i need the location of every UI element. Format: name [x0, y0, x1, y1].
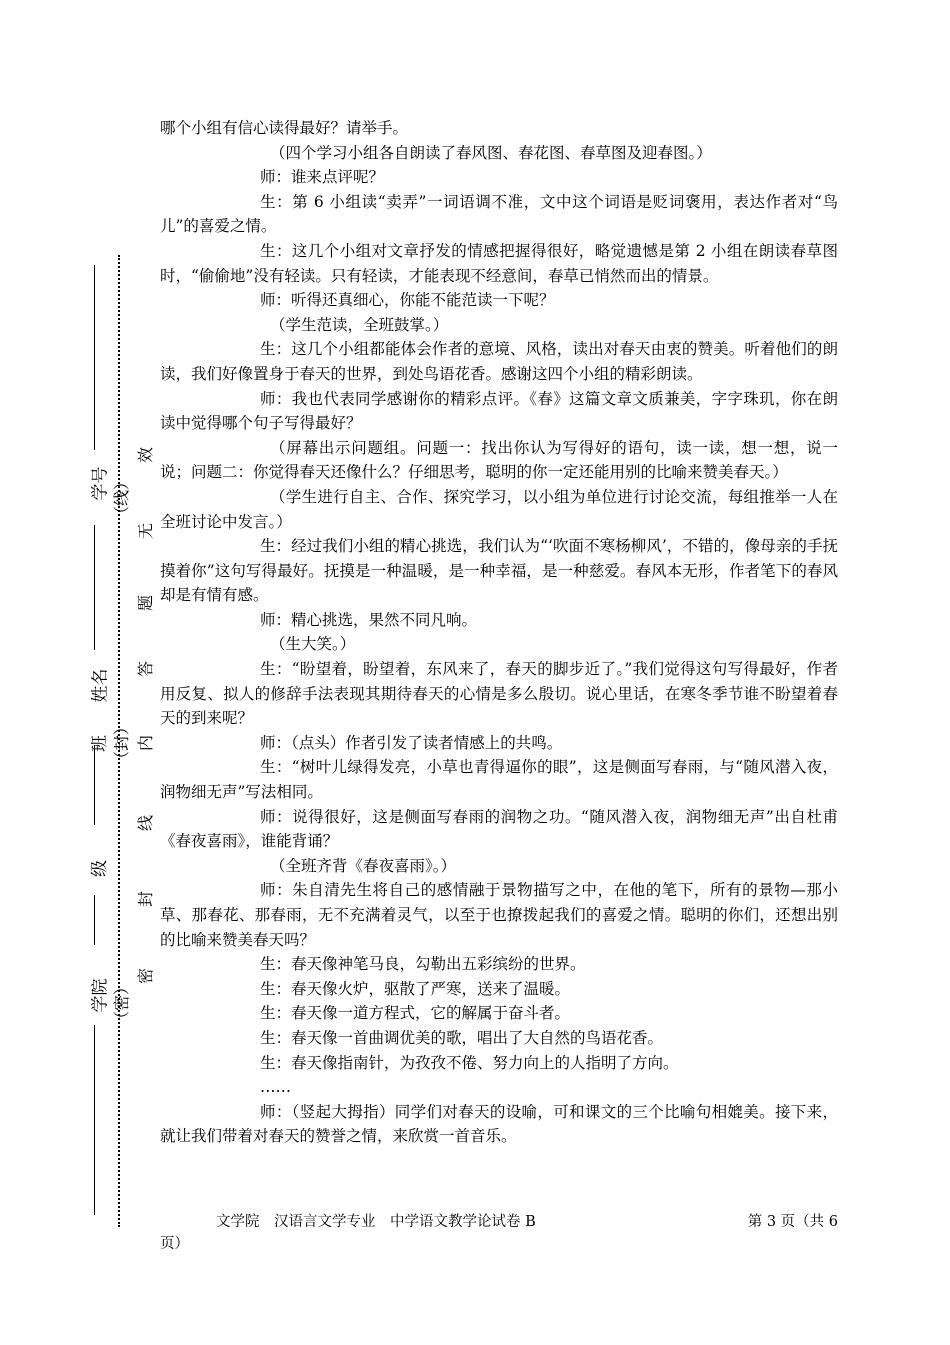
paragraph: （全班齐背《春夜喜雨》。） — [270, 856, 457, 875]
notice-char-mi: 密 — [136, 967, 156, 985]
notice-char-wu: 无 — [136, 522, 156, 540]
paragraph: 师：（点头）作者引发了读者情感上的共鸣。 — [260, 733, 563, 752]
paragraph: …… — [260, 1078, 291, 1097]
paragraph: 生：春天像火炉，驱散了严寒，送来了温暖。 — [260, 979, 571, 998]
paragraph: 生：春天像一道方程式，它的解属于奋斗者。 — [260, 1004, 571, 1023]
paragraph: 生：“树叶儿绿得发亮，小草也青得逼你的眼”，这是侧面写春雨，与“随风潜入夜，润物细无声”写法相同。 — [160, 758, 838, 802]
notice-char-da: 答 — [136, 660, 156, 678]
paragraph: 师：朱自清先生将自己的感情融于景物描写之中，在他的笔下，所有的景物—那小草、那春花、那春雨，无不充满着灵气，以至于也撩拨起我们的喜爱之情。聪明的你们，还想出别的比喻来赞美春天吗？ — [160, 881, 838, 949]
paragraph: （屏幕出示问题组。问题一：找出你认为写得好的语句，读一读，想一想，说一说；问题二：你觉得春天还像什么？仔细思考，聪明的你一定还能用别的比喻来赞美春天。） — [160, 438, 838, 482]
paragraph: 师：说得很好，这是侧面写春雨的润物之功。“随风潜入夜，润物细无声”出自杜甫《春夜喜雨》，谁能背诵？ — [160, 807, 838, 851]
college-rule — [94, 1025, 95, 1215]
student-id-label: 学号 — [90, 466, 111, 501]
notice-char-feng: 封 — [136, 890, 156, 908]
paragraph: （学生范读，全班鼓掌。） — [270, 315, 449, 334]
grade-rule — [94, 895, 95, 945]
seal-xian: （线） — [112, 473, 132, 523]
paragraph: （四个学习小组各自朗读了春风图、春花图、春草图及迎春图。） — [270, 143, 712, 162]
paragraph: 哪个小组有信心读得最好？请举手。 — [160, 119, 409, 137]
notice-char-xian: 线 — [136, 814, 156, 832]
paragraph: 生：经过我们小组的精心挑选，我们认为“‘吹面不寒杨柳风’，不错的，像母亲的手抚摸着你”这句写得最好。抚摸是一种温暖，是一种幸福，是一种慈爱。春风本无形，作者笔下的春风却是有情有感。 — [160, 537, 838, 605]
paragraph: 生：“盼望着，盼望着，东风来了，春天的脚步近了。”我们觉得这句写得最好，作者用反复、拟人的修辞手法表现其期待春天的心情是多么殷切。说心里话，在寒冬季节谁不盼望着春天的到来呢？ — [160, 660, 838, 728]
paragraph: 生：第 6 小组读“卖弄”一词语调不准，文中这个词语是贬词褒用，表达作者对“鸟儿”的喜爱之情。 — [160, 192, 838, 236]
paragraph: 师：（竖起大拇指）同学们对春天的设喻，可和课文的三个比喻句相媲美。接下来，就让我们带着对春天的赞誉之情，来欣赏一首音乐。 — [160, 1102, 838, 1146]
paragraph: 生：春天像一首曲调优美的歌，唱出了大自然的鸟语花香。 — [260, 1028, 664, 1047]
paragraph: 师：谁来点评呢？ — [260, 168, 385, 187]
paragraph: 师：精心挑选，果然不同凡响。 — [260, 610, 478, 629]
name-rule — [94, 525, 95, 650]
footer-page-number: 第 3 页（共 6 — [747, 1214, 838, 1230]
grade-label: 级 — [90, 860, 110, 877]
paragraph: 生：春天像神笔马良，勾勒出五彩缤纷的世界。 — [260, 955, 586, 974]
paragraph: 生：这几个小组都能体会作者的意境、风格，读出对春天由衷的赞美。听着他们的朗读，我们好像置身于春天的世界，到处鸟语花香。感谢这四个小组的精彩朗读。 — [160, 340, 838, 383]
notice-char-xiao: 效 — [136, 446, 156, 464]
seal-mi: （密） — [112, 978, 132, 1028]
seal-feng: （封） — [112, 718, 132, 768]
binding-margin — [78, 255, 168, 1230]
paragraph: 生：春天像指南针，为孜孜不倦、努力向上的人指明了方向。 — [260, 1053, 679, 1072]
lesson-transcript — [160, 116, 838, 1149]
notice-char-nei: 内 — [136, 734, 156, 752]
footer-page-number-wrap: 页） — [160, 1236, 189, 1252]
paragraph: （生大笑。） — [270, 635, 356, 654]
paragraph: 师：我也代表同学感谢你的精彩点评。《春》这篇文章文质兼美，字字珠玑，你在朗读中觉得哪个句子写得最好？ — [160, 389, 838, 433]
paragraph: （学生进行自主、合作、探究学习，以小组为单位进行讨论交流，每组推举一人在全班讨论中发言。） — [160, 487, 838, 531]
paragraph: 师：听得还真细心，你能不能范读一下呢？ — [260, 291, 555, 310]
footer-course-info: 文学院 汉语言文学专业 中学语文教学论试卷 B — [216, 1214, 536, 1230]
class-label: 班 — [90, 735, 110, 752]
name-label: 姓名 — [90, 668, 111, 703]
college-label: 学院 — [90, 978, 111, 1013]
paragraph: 生：这几个小组对文章抒发的情感把握得很好，略觉遗憾是第 2 小组在朗读春草图时，“偷偷地”没有轻读。只有轻读，才能表现不经意间，春草已悄然而出的情景。 — [160, 241, 838, 285]
class-rule — [94, 745, 95, 825]
student-id-rule — [94, 265, 95, 450]
notice-char-ti: 题 — [136, 594, 156, 612]
